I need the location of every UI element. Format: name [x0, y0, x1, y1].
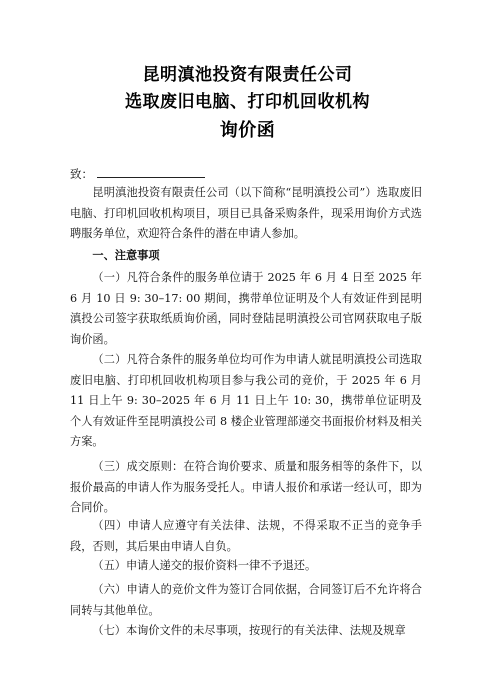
notice-item-7: （七）本询价文件的未尽事项，按现行的有关法律、法规及规章 [92, 624, 406, 637]
notice-item-4: （四）申请人应遵守有关法律、法规，不得采取不正当的竞争手段，否则，其后果由申请人自负。 [70, 519, 422, 553]
document-title-line2: 选取废旧电脑、打印机回收机构 [125, 92, 370, 112]
salutation [70, 166, 205, 182]
notice-item-6: （六）申请人的竞价文件为签订合同依据，合同签订后不允许将合同转与其他单位。 [70, 583, 422, 617]
notice-item-2: （二）凡符合条件的服务单位均可作为申请人就昆明滇投公司选取废旧电脑、打印机回收机构项目参与我公司的竞价，于 2025 年 6 月 11 日上午 9: 30–2025 年 6 月 11 日上午 10: 30，携带单位证明及个人有效证件至昆明滇投公司 8 楼企业管理部递交书面报价材料及相关方案。 [70, 353, 422, 448]
recipient-blank-line [97, 167, 205, 178]
notice-item-1: （一）凡符合条件的服务单位请于 2025 年 6 月 4 日至 2025 年 6 月 10 日 9: 30–17: 00 期间，携带单位证明及个人有效证件到昆明滇投公司签字获取纸质询价函，同时登陆昆明滇投公司官网获取电子版询价函。 [70, 271, 422, 346]
document-title-line1: 昆明滇池投资有限责任公司 [142, 65, 353, 85]
salutation-label: 致： [70, 167, 93, 181]
notice-item-3: （三）成交原则：在符合询价要求、质量和服务相等的条件下，以报价最高的申请人作为服务受托人。申请人报价和承诺一经认可，即为合同价。 [70, 460, 422, 514]
intro-paragraph: 昆明滇池投资有限责任公司（以下简称“昆明滇投公司”）选取废旧电脑、打印机回收机构项目，项目已具备采购条件，现采用询价方式选聘服务单位，欢迎符合条件的潜在申请人参加。 [70, 186, 422, 240]
section-heading: 一、注意事项 [92, 248, 160, 262]
notice-item-5: （五）申请人递交的报价资料一律不予退还。 [92, 559, 317, 572]
document-title-line3: 询价函 [219, 120, 276, 141]
